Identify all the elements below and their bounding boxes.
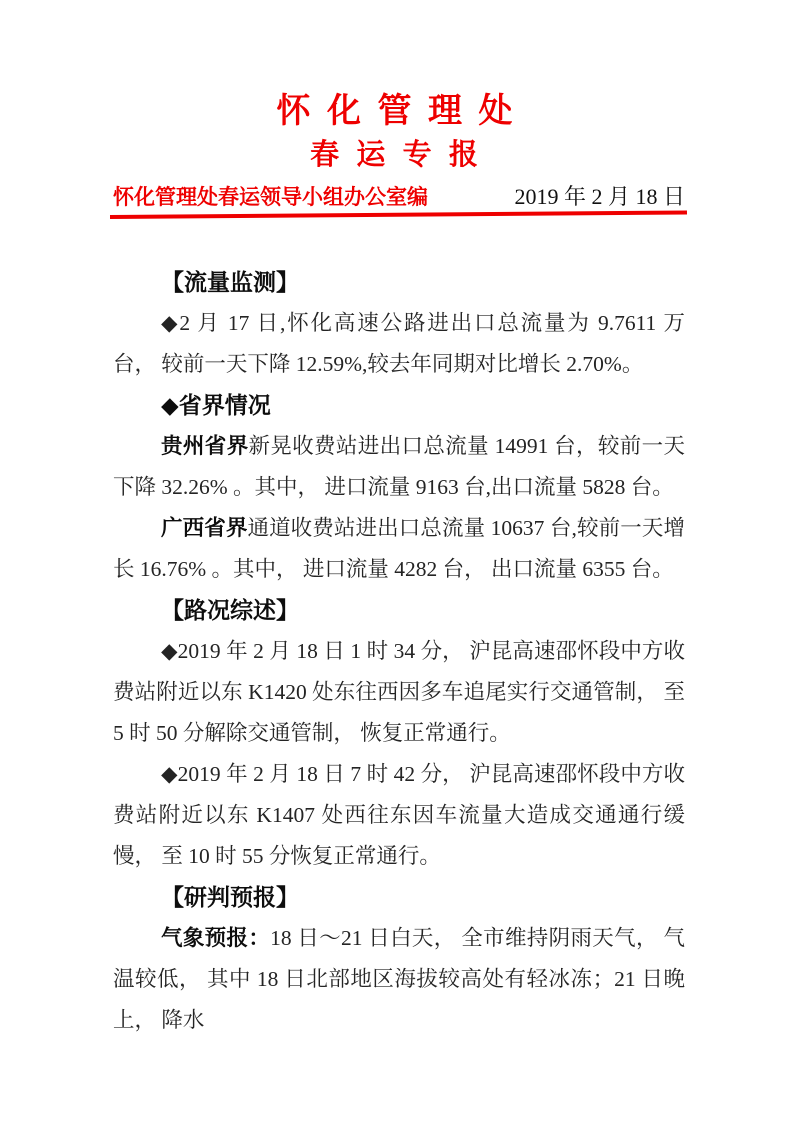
paragraph-total-flow bbox=[113, 303, 685, 385]
section-heading-traffic-monitoring-segment-0: 【流量监测】 bbox=[161, 270, 299, 295]
subheading-provincial-border-situation bbox=[113, 385, 685, 426]
doc-title: 怀 化 管 理 处 bbox=[276, 93, 517, 130]
paragraph-guizhou-border-segment-1: 新晃收费站进出口总流量 14991 台，较前一天下降 32.26% 。其中， 进口流量 9163 台,出口流量 5828 台。 bbox=[113, 434, 685, 499]
paragraph-guangxi-border-segment-0: 广西省界 bbox=[161, 516, 248, 540]
byline-row bbox=[113, 183, 685, 211]
paragraph-weather-forecast-segment-0: 气象预报： bbox=[161, 926, 271, 950]
paragraph-guangxi-border-segment-1: 通道收费站进出口总流量 10637 台,较前一天增长 16.76% 。其中， 进口流量 4282 台， 出口流量 6355 台。 bbox=[113, 516, 685, 581]
paragraph-guizhou-border bbox=[113, 426, 685, 508]
doc-date: 2019 年 2 月 18 日 bbox=[514, 184, 685, 209]
subheading-provincial-border-situation-segment-0: ◆省界情况 bbox=[161, 393, 271, 418]
section-heading-forecast bbox=[113, 877, 685, 918]
paragraph-weather-forecast bbox=[113, 918, 685, 1041]
paragraph-total-flow-segment-0: ◆2 月 17 日,怀化高速公路进出口总流量为 9.7611 万台， 较前一天下降 12.59%,较去年同期对比增长 2.70%。 bbox=[113, 311, 685, 376]
doc-subtitle: 春 运 专 报 bbox=[310, 139, 483, 171]
red-divider-line bbox=[110, 210, 687, 219]
doc-body bbox=[113, 262, 685, 1041]
byline-editor: 怀化管理处春运领导小组办公室编 bbox=[113, 185, 428, 209]
section-heading-road-conditions bbox=[113, 590, 685, 631]
section-heading-traffic-monitoring bbox=[113, 262, 685, 303]
section-heading-forecast-segment-0: 【研判预报】 bbox=[161, 885, 299, 910]
paragraph-guizhou-border-segment-0: 贵州省界 bbox=[161, 434, 249, 458]
paragraph-incident-k1407 bbox=[113, 754, 685, 877]
paragraph-incident-k1407-segment-0: ◆2019 年 2 月 18 日 7 时 42 分， 沪昆高速邵怀段中方收费站附近以东 K1407 处西往东因车流量大造成交通通行缓慢， 至 10 时 55 分恢复正常通行。 bbox=[113, 762, 685, 868]
paragraph-weather-forecast-segment-1: 18 日～21 日白天， 全市维持阴雨天气， 气温较低， 其中 18 日北部地区海拔较高处有轻冰冻；21 日晚上， 降水 bbox=[113, 926, 685, 1032]
paragraph-incident-k1420 bbox=[113, 631, 685, 754]
paragraph-incident-k1420-segment-0: ◆2019 年 2 月 18 日 1 时 34 分， 沪昆高速邵怀段中方收费站附近以东 K1420 处东往西因多车追尾实行交通管制， 至 5 时 50 分解除交通管制， 恢复正常通行。 bbox=[113, 639, 685, 745]
section-heading-road-conditions-segment-0: 【路况综述】 bbox=[161, 598, 299, 623]
paragraph-guangxi-border bbox=[113, 508, 685, 590]
